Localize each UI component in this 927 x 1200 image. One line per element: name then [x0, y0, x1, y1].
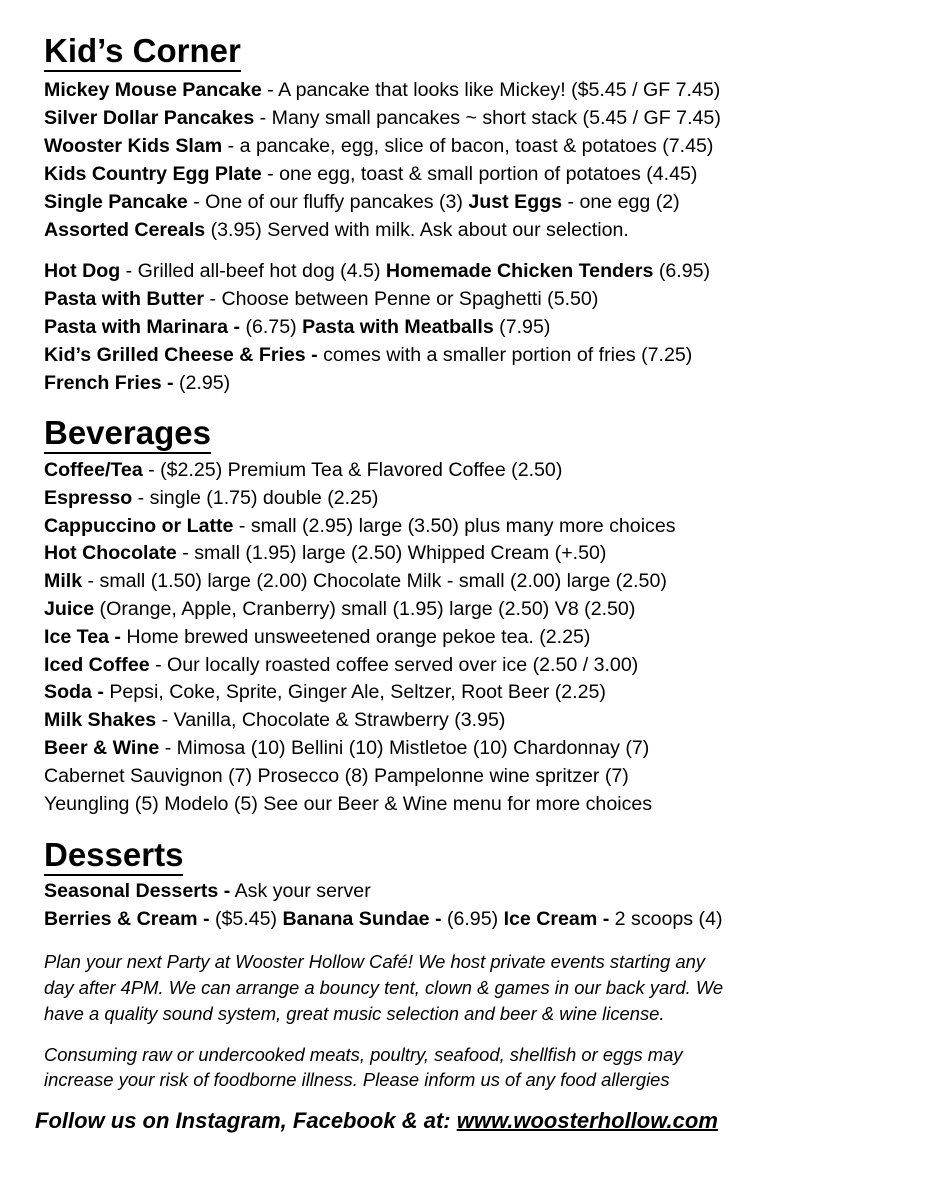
item-description: - Mimosa (10) Bellini (10) Mistletoe (10) Chardonnay (7) [159, 737, 650, 759]
item-name: Kid’s Grilled Cheese & Fries - [44, 344, 318, 366]
kids-item [44, 190, 680, 214]
item-name: Wooster Kids Slam [44, 135, 223, 157]
item-description: - small (1.50) large (2.00) Chocolate Milk - small (2.00) large (2.50) [82, 570, 667, 593]
dessert-item [44, 907, 723, 931]
item-description: comes with a smaller portion of fries (7.25) [317, 344, 693, 366]
beverages-heading: Beverages [44, 415, 211, 454]
beverage-item [44, 736, 649, 760]
item-name: Homemade Chicken Tenders [385, 260, 654, 282]
item-description: - A pancake that looks like Mickey! ($5.45 / GF 7.45) [261, 79, 721, 101]
item-name: Kids Country Egg Plate [44, 163, 262, 185]
item-description: - Grilled all-beef hot dog (4.5) [120, 260, 386, 282]
beverage-item [44, 792, 652, 816]
item-description: (6.95) [441, 908, 504, 930]
kids-corner-heading: Kid’s Corner [44, 33, 241, 72]
beverage-item [44, 708, 505, 732]
item-name: Ice Cream - [503, 908, 610, 930]
item-description: - One of our fluffy pancakes (3) [187, 191, 469, 213]
item-name: French Fries - [44, 372, 174, 394]
allergy-note-line: increase your risk of foodborne illness. Please inform us of any food allergies [44, 1069, 670, 1090]
beverage-item [44, 653, 638, 677]
item-description: - Our locally roasted coffee served over ice (2.50 / 3.00) [149, 653, 639, 676]
party-note-line: Plan your next Party at Wooster Hollow Café! We host private events starting any [44, 951, 706, 972]
footer-text: Follow us on Instagram, Facebook & at: [35, 1108, 457, 1133]
dessert-item [44, 879, 371, 903]
item-description: - Choose between Penne or Spaghetti (5.50) [204, 288, 599, 310]
item-name: Milk [44, 570, 83, 593]
item-description: (7.95) [493, 316, 551, 338]
item-description: Cabernet Sauvignon (7) Prosecco (8) Pampelonne wine spritzer (7) [44, 764, 629, 787]
beverage-item [44, 625, 590, 649]
kids-item [44, 78, 720, 102]
item-description: (6.95) [653, 260, 711, 282]
item-description: - Vanilla, Chocolate & Strawberry (3.95) [156, 709, 506, 732]
kids-item [44, 106, 721, 130]
beverage-item [44, 764, 629, 788]
item-description: - ($2.25) Premium Tea & Flavored Coffee (2.50) [142, 459, 563, 481]
party-note-line: have a quality sound system, great music selection and beer & wine license. [44, 1003, 665, 1024]
item-name: Banana Sundae - [282, 908, 442, 930]
allergy-note-line: Consuming raw or undercooked meats, poultry, seafood, shellfish or eggs may [44, 1044, 683, 1065]
beverage-item [44, 458, 562, 482]
item-name: Milk Shakes [44, 709, 157, 732]
item-name: Single Pancake [44, 191, 188, 213]
item-description: - one egg, toast & small portion of potatoes (4.45) [261, 163, 698, 185]
item-name: Pasta with Butter [44, 288, 205, 310]
item-description: 2 scoops (4) [609, 908, 723, 930]
kids-food-item [44, 287, 598, 311]
item-name: Mickey Mouse Pancake [44, 79, 262, 101]
website-link[interactable]: www.woosterhollow.com [456, 1108, 718, 1133]
item-description: (3.95) Served with milk. Ask about our selection. [205, 219, 629, 241]
item-description: - small (2.95) large (3.50) plus many more choices [233, 514, 676, 537]
beverage-item [44, 680, 606, 704]
item-name: Juice [44, 598, 95, 620]
desserts-heading: Desserts [44, 837, 183, 876]
beverage-item [44, 597, 635, 621]
item-name: Seasonal Desserts - [44, 880, 231, 902]
item-name: Pasta with Marinara - [44, 316, 240, 338]
item-name: Coffee/Tea [44, 459, 143, 481]
kids-food-item [44, 343, 692, 367]
beverage-item [44, 486, 378, 510]
kids-item [44, 162, 697, 186]
item-name: Beer & Wine [44, 737, 160, 759]
item-description: (6.75) [240, 316, 303, 338]
item-name: Berries & Cream - [44, 908, 210, 930]
item-description: - small (1.95) large (2.50) Whipped Cream (+.50) [176, 542, 607, 565]
item-description: - single (1.75) double (2.25) [132, 486, 379, 509]
item-description: Ask your server [230, 880, 371, 902]
item-name: Espresso [44, 486, 133, 509]
item-name: Ice Tea - [44, 625, 121, 648]
kids-item [44, 134, 713, 158]
item-name: Soda - [44, 681, 104, 704]
beverage-item [44, 514, 676, 538]
item-name: Hot Chocolate [44, 542, 177, 565]
item-description: - a pancake, egg, slice of bacon, toast & potatoes (7.45) [222, 135, 714, 157]
item-name: Pasta with Meatballs [302, 316, 494, 338]
item-description: (Orange, Apple, Cranberry) small (1.95) large (2.50) V8 (2.50) [94, 598, 636, 620]
party-note-line: day after 4PM. We can arrange a bouncy tent, clown & games in our back yard. We [44, 977, 724, 998]
item-name: Assorted Cereals [44, 219, 206, 241]
item-name: Hot Dog [44, 260, 121, 282]
beverage-item [44, 569, 667, 593]
footer [35, 1108, 718, 1134]
item-name: Cappuccino or Latte [44, 514, 234, 537]
item-description: Pepsi, Coke, Sprite, Ginger Ale, Seltzer, Root Beer (2.25) [103, 681, 606, 704]
kids-item [44, 218, 629, 242]
item-description: - one egg (2) [562, 191, 680, 213]
item-description: - Many small pancakes ~ short stack (5.45 / GF 7.45) [254, 107, 721, 129]
kids-food-item [44, 315, 550, 339]
kids-food-item [44, 371, 230, 395]
beverage-item [44, 541, 606, 565]
kids-food-item [44, 259, 710, 283]
item-description: Home brewed unsweetened orange pekoe tea. (2.25) [120, 625, 591, 648]
item-description: (2.95) [173, 372, 231, 394]
item-description: ($5.45) [209, 908, 283, 930]
item-description: Yeungling (5) Modelo (5) See our Beer & Wine menu for more choices [44, 792, 653, 815]
item-name: Iced Coffee [44, 653, 150, 676]
item-name: Just Eggs [468, 191, 563, 213]
item-name: Silver Dollar Pancakes [44, 107, 255, 129]
